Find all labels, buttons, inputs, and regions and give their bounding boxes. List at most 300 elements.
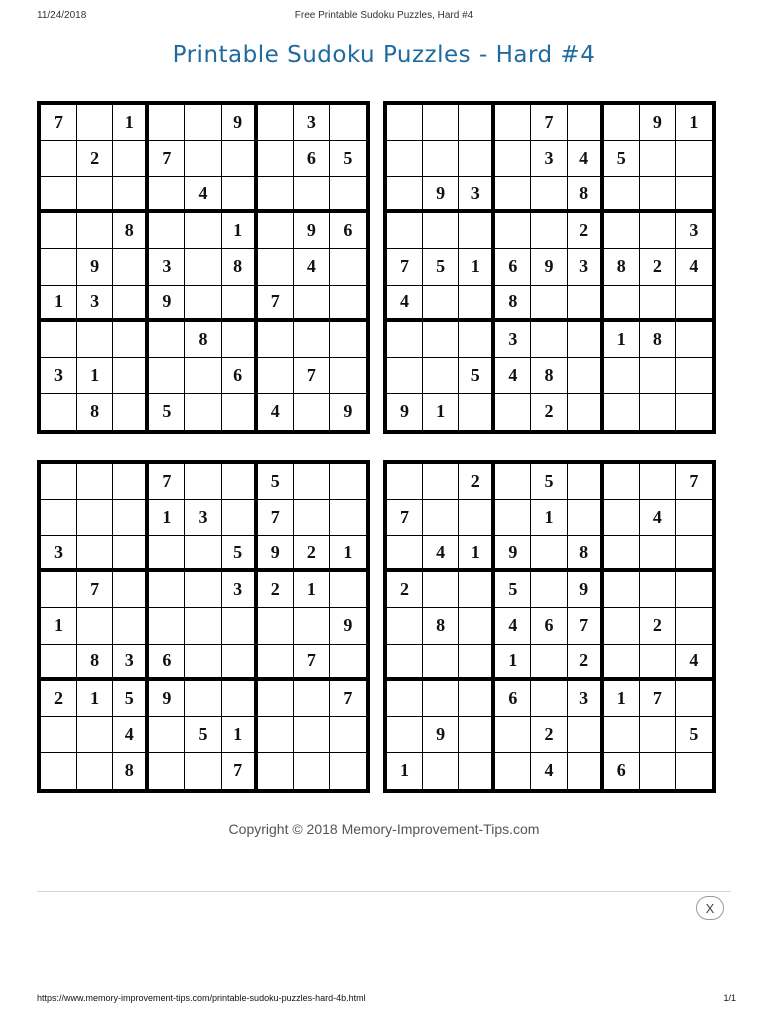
- sudoku-cell: [77, 608, 113, 644]
- sudoku-cell: 1: [531, 500, 567, 536]
- sudoku-cell: 1: [294, 572, 330, 608]
- sudoku-cell: 5: [531, 464, 567, 500]
- sudoku-cell: 9: [294, 213, 330, 249]
- sudoku-cell: 8: [495, 286, 531, 322]
- sudoku-cell: [185, 464, 221, 500]
- sudoku-cell: [294, 717, 330, 753]
- sudoku-cell: [676, 322, 712, 358]
- sudoku-cell: 6: [294, 141, 330, 177]
- sudoku-cell: [495, 177, 531, 213]
- sudoku-cell: 2: [459, 464, 495, 500]
- sudoku-cell: [113, 322, 149, 358]
- sudoku-cell: [113, 177, 149, 213]
- sudoku-cell: 4: [387, 286, 423, 322]
- sudoku-cell: 4: [495, 358, 531, 394]
- sudoku-cell: [294, 394, 330, 430]
- sudoku-cell: 1: [495, 645, 531, 681]
- sudoku-cell: [149, 536, 185, 572]
- sudoku-cell: [640, 177, 676, 213]
- sudoku-cell: [113, 394, 149, 430]
- sudoku-cell: 1: [222, 213, 258, 249]
- sudoku-cell: [459, 681, 495, 717]
- sudoku-cell: 9: [423, 717, 459, 753]
- sudoku-cell: [568, 753, 604, 789]
- sudoku-cell: [676, 141, 712, 177]
- sudoku-cell: [77, 753, 113, 789]
- sudoku-cell: 8: [113, 213, 149, 249]
- sudoku-cell: [222, 608, 258, 644]
- sudoku-cell: 4: [531, 753, 567, 789]
- sudoku-cell: 9: [343, 401, 353, 422]
- sudoku-cell: 1: [459, 249, 495, 285]
- sudoku-cell: 2: [387, 572, 423, 608]
- sudoku-cell: 7: [149, 464, 185, 500]
- sudoku-cell: [676, 572, 712, 608]
- sudoku-cell: [258, 681, 294, 717]
- sudoku-cell: [294, 177, 330, 213]
- sudoku-cell: [258, 753, 294, 789]
- sudoku-cell: [531, 572, 567, 608]
- sudoku-cell: [258, 141, 294, 177]
- sudoku-cell: [640, 717, 676, 753]
- sudoku-cell: [294, 608, 330, 644]
- sudoku-cell: [531, 536, 567, 572]
- sudoku-cell: [77, 536, 113, 572]
- sudoku-cell: [531, 286, 567, 322]
- sudoku-cell: 1: [330, 536, 366, 572]
- sudoku-cell: [41, 394, 77, 430]
- sudoku-cell: [387, 177, 423, 213]
- sudoku-cell: 7: [258, 500, 294, 536]
- sudoku-cell: [294, 500, 330, 536]
- print-document-title: Free Printable Sudoku Puzzles, Hard #4: [294, 10, 474, 21]
- sudoku-cell: [387, 536, 423, 572]
- sudoku-cell: [185, 645, 221, 681]
- sudoku-cell: [222, 645, 258, 681]
- sudoku-cell: 5: [495, 572, 531, 608]
- sudoku-cell: [423, 464, 459, 500]
- sudoku-cell: [640, 753, 676, 789]
- sudoku-cell: [330, 286, 366, 322]
- sudoku-cell: [640, 394, 676, 430]
- sudoku-cell: 3: [149, 249, 185, 285]
- sudoku-cell: 2: [531, 394, 567, 430]
- sudoku-cell: [459, 645, 495, 681]
- sudoku-cell: 7: [294, 645, 330, 681]
- sudoku-cell: 9: [330, 608, 366, 644]
- sudoku-cell: 5: [222, 536, 258, 572]
- sudoku-cell: 9: [531, 249, 567, 285]
- sudoku-cell: [568, 394, 604, 430]
- sudoku-cell: 1: [222, 717, 258, 753]
- sudoku-cell: [604, 213, 640, 249]
- sudoku-cell: 2: [294, 536, 330, 572]
- sudoku-cell: [676, 358, 712, 394]
- sudoku-cell: 4: [495, 608, 531, 644]
- sudoku-cell: 1: [423, 394, 459, 430]
- sudoku-cell: 1: [387, 753, 423, 789]
- sudoku-cell: 7: [41, 105, 77, 141]
- sudoku-cell: 8: [568, 177, 604, 213]
- sudoku-cell: [330, 249, 366, 285]
- sudoku-cell: 2: [568, 213, 604, 249]
- print-date: 11/24/2018: [37, 10, 87, 21]
- sudoku-cell: [676, 681, 712, 717]
- sudoku-cell: [185, 105, 221, 141]
- sudoku-cell: [222, 177, 258, 213]
- sudoku-cell: [604, 717, 640, 753]
- sudoku-cell: 9: [423, 177, 459, 213]
- sudoku-cell: [258, 105, 294, 141]
- sudoku-cell: [149, 105, 185, 141]
- sudoku-cell: [185, 536, 221, 572]
- copyright-notice: Copyright © 2018 Memory-Improvement-Tips.com: [228, 821, 540, 837]
- sudoku-cell: 7: [77, 572, 113, 608]
- sudoku-cell: 9: [495, 536, 531, 572]
- sudoku-cell: 7: [330, 681, 366, 717]
- sudoku-cell: [387, 105, 423, 141]
- sudoku-cell: [149, 717, 185, 753]
- sudoku-cell: [185, 572, 221, 608]
- sudoku-puzzle-1: [37, 101, 370, 434]
- sudoku-cell: [113, 358, 149, 394]
- page-title: Printable Sudoku Puzzles - Hard #4: [172, 42, 596, 68]
- sudoku-cell: [604, 645, 640, 681]
- sudoku-cell: [531, 213, 567, 249]
- sudoku-cell: 5: [676, 717, 712, 753]
- sudoku-cell: 3: [495, 322, 531, 358]
- sudoku-cell: 8: [423, 608, 459, 644]
- sudoku-cell: 8: [568, 536, 604, 572]
- print-footer: [0, 993, 768, 1007]
- sudoku-cell: [258, 177, 294, 213]
- sudoku-cell: [294, 322, 330, 358]
- sudoku-cell: 7: [149, 141, 185, 177]
- page-url: https://www.memory-improvement-tips.com/printable-sudoku-puzzles-hard-4b.html: [37, 993, 366, 1003]
- sudoku-cell: 3: [222, 572, 258, 608]
- sudoku-cell: 7: [222, 753, 258, 789]
- sudoku-cell: [41, 141, 77, 177]
- sudoku-cell: 8: [113, 753, 149, 789]
- sudoku-cell: 2: [640, 608, 676, 644]
- sudoku-cell: [459, 322, 495, 358]
- sudoku-cell: [258, 249, 294, 285]
- sudoku-cell: [222, 322, 258, 358]
- sudoku-cell: [568, 358, 604, 394]
- sudoku-cell: [568, 464, 604, 500]
- sudoku-cell: 1: [41, 608, 77, 644]
- sudoku-cell: [423, 286, 459, 322]
- sudoku-cell: 9: [568, 572, 604, 608]
- sudoku-cell: [222, 141, 258, 177]
- sudoku-cell: 6: [222, 358, 258, 394]
- sudoku-cell: [185, 394, 221, 430]
- sudoku-cell: [604, 358, 640, 394]
- sudoku-cell: 3: [568, 681, 604, 717]
- sudoku-cell: 1: [604, 681, 640, 717]
- sudoku-cell: [387, 464, 423, 500]
- sudoku-cell: [41, 645, 77, 681]
- sudoku-cell: 3: [531, 141, 567, 177]
- sudoku-cell: [640, 141, 676, 177]
- sudoku-cell: 2: [41, 681, 77, 717]
- sudoku-puzzle-2: [383, 101, 716, 434]
- sudoku-cell: 1: [77, 681, 113, 717]
- sudoku-cell: 1: [77, 358, 113, 394]
- sudoku-cell: [387, 358, 423, 394]
- sudoku-cell: [41, 322, 77, 358]
- sudoku-cell: [387, 141, 423, 177]
- sudoku-cell: [113, 141, 149, 177]
- sudoku-cell: [149, 322, 185, 358]
- sudoku-cell: 3: [41, 358, 77, 394]
- sudoku-cell: 5: [149, 394, 185, 430]
- sudoku-cell: [77, 500, 113, 536]
- sudoku-cell: 8: [640, 322, 676, 358]
- sudoku-cell: [113, 572, 149, 608]
- sudoku-cell: [185, 681, 221, 717]
- divider: [37, 891, 731, 892]
- sudoku-cell: [149, 572, 185, 608]
- sudoku-cell: [495, 394, 531, 430]
- sudoku-cell: 8: [531, 358, 567, 394]
- sudoku-cell: 4: [676, 645, 712, 681]
- sudoku-cell: 6: [531, 608, 567, 644]
- sudoku-cell: [41, 572, 77, 608]
- sudoku-cell: [604, 286, 640, 322]
- sudoku-cell: [77, 717, 113, 753]
- sudoku-cell: [604, 536, 640, 572]
- sudoku-cell: 8: [222, 249, 258, 285]
- sudoku-cell: 1: [459, 536, 495, 572]
- sudoku-cell: [495, 213, 531, 249]
- sudoku-cell: 2: [640, 249, 676, 285]
- sudoku-cell: [185, 286, 221, 322]
- sudoku-cell: 1: [41, 286, 77, 322]
- sudoku-cell: 3: [185, 500, 221, 536]
- sudoku-cell: [185, 249, 221, 285]
- sudoku-cell: [41, 464, 77, 500]
- sudoku-cell: 7: [294, 358, 330, 394]
- page-count: 1/1: [723, 993, 736, 1003]
- sudoku-cell: 3: [41, 536, 77, 572]
- sudoku-cell: [459, 500, 495, 536]
- sudoku-cell: 9: [387, 394, 423, 430]
- sudoku-cell: [568, 286, 604, 322]
- sudoku-cell: [568, 500, 604, 536]
- sudoku-cell: [640, 464, 676, 500]
- sudoku-cell: [676, 286, 712, 322]
- sudoku-cell: [423, 105, 459, 141]
- sudoku-cell: [423, 645, 459, 681]
- sudoku-cell: [113, 608, 149, 644]
- sudoku-cell: [185, 213, 221, 249]
- sudoku-cell: [258, 358, 294, 394]
- sudoku-cell: [41, 500, 77, 536]
- sudoku-cell: 6: [495, 681, 531, 717]
- sudoku-cell: [423, 681, 459, 717]
- sudoku-cell: [330, 464, 366, 500]
- sudoku-cell: [387, 322, 423, 358]
- sudoku-cell: 4: [568, 141, 604, 177]
- sudoku-cell: [676, 753, 712, 789]
- sudoku-cell: [531, 177, 567, 213]
- sudoku-cell: [258, 213, 294, 249]
- sudoku-cell: 1: [604, 322, 640, 358]
- sudoku-cell: [640, 645, 676, 681]
- sudoku-cell: [387, 608, 423, 644]
- sudoku-cell: [568, 322, 604, 358]
- sudoku-cell: [185, 608, 221, 644]
- sudoku-cell: 1: [113, 105, 149, 141]
- sudoku-cell: [640, 286, 676, 322]
- sudoku-cell: [258, 608, 294, 644]
- sudoku-cell: [531, 645, 567, 681]
- sudoku-cell: 4: [640, 500, 676, 536]
- sudoku-cell: [113, 500, 149, 536]
- sudoku-cell: 9: [149, 681, 185, 717]
- sudoku-cell: [294, 753, 330, 789]
- sudoku-cell: [495, 500, 531, 536]
- close-button[interactable]: X: [696, 896, 724, 920]
- sudoku-cell: 9: [77, 249, 113, 285]
- sudoku-cell: [459, 394, 495, 430]
- sudoku-cell: [149, 177, 185, 213]
- sudoku-cell: [222, 394, 258, 430]
- sudoku-cell: 7: [676, 464, 712, 500]
- sudoku-cell: 3: [676, 213, 712, 249]
- sudoku-cell: 7: [640, 681, 676, 717]
- sudoku-cell: 8: [77, 394, 113, 430]
- sudoku-cell: [495, 105, 531, 141]
- sudoku-cell: [640, 358, 676, 394]
- sudoku-cell: [222, 286, 258, 322]
- sudoku-cell: [77, 322, 113, 358]
- sudoku-cell: 9: [640, 105, 676, 141]
- sudoku-cell: [387, 717, 423, 753]
- sudoku-cell: [459, 213, 495, 249]
- sudoku-cell: [330, 753, 366, 789]
- sudoku-cell: 8: [77, 645, 113, 681]
- sudoku-cell: [149, 608, 185, 644]
- sudoku-cell: [113, 286, 149, 322]
- sudoku-cell: 3: [77, 286, 113, 322]
- sudoku-cell: [423, 753, 459, 789]
- sudoku-cell: [330, 358, 366, 394]
- sudoku-cell: 4: [423, 536, 459, 572]
- sudoku-cell: [149, 358, 185, 394]
- sudoku-cell: [676, 536, 712, 572]
- sudoku-cell: [604, 105, 640, 141]
- sudoku-cell: [676, 177, 712, 213]
- sudoku-cell: [222, 464, 258, 500]
- sudoku-cell: [113, 536, 149, 572]
- sudoku-cell: 4: [113, 717, 149, 753]
- sudoku-puzzle-3: [37, 460, 370, 793]
- sudoku-cell: [604, 464, 640, 500]
- sudoku-cell: [77, 213, 113, 249]
- sudoku-cell: [495, 753, 531, 789]
- sudoku-cell: [640, 572, 676, 608]
- sudoku-cell: 6: [149, 645, 185, 681]
- sudoku-cell: 3: [294, 105, 330, 141]
- sudoku-cell: [41, 717, 77, 753]
- sudoku-cell: [294, 464, 330, 500]
- sudoku-cell: [459, 608, 495, 644]
- sudoku-cell: [113, 464, 149, 500]
- sudoku-cell: [459, 105, 495, 141]
- sudoku-cell: 2: [531, 717, 567, 753]
- sudoku-cell: [423, 358, 459, 394]
- sudoku-cell: [113, 249, 149, 285]
- sudoku-cell: [676, 608, 712, 644]
- sudoku-cell: [258, 322, 294, 358]
- sudoku-cell: 6: [495, 249, 531, 285]
- sudoku-cell: [604, 394, 640, 430]
- sudoku-cell: [423, 500, 459, 536]
- sudoku-cell: 5: [330, 141, 366, 177]
- sudoku-cell: [640, 536, 676, 572]
- sudoku-cell: [459, 141, 495, 177]
- print-header: [0, 10, 768, 24]
- sudoku-cell: 7: [568, 608, 604, 644]
- sudoku-cell: 4: [676, 249, 712, 285]
- sudoku-cell: [330, 645, 366, 681]
- sudoku-cell: [495, 717, 531, 753]
- sudoku-cell: [676, 500, 712, 536]
- sudoku-cell: [41, 249, 77, 285]
- sudoku-cell: [258, 645, 294, 681]
- sudoku-cell: [423, 322, 459, 358]
- sudoku-cell: [423, 213, 459, 249]
- sudoku-cell: [531, 322, 567, 358]
- sudoku-cell: 5: [604, 141, 640, 177]
- sudoku-cell: [459, 286, 495, 322]
- sudoku-cell: [495, 464, 531, 500]
- sudoku-cell: [387, 681, 423, 717]
- sudoku-cell: [77, 177, 113, 213]
- sudoku-cell: [41, 177, 77, 213]
- sudoku-cell: [222, 500, 258, 536]
- sudoku-cell: 5: [423, 249, 459, 285]
- sudoku-cell: 8: [185, 322, 221, 358]
- sudoku-cell: 7: [258, 286, 294, 322]
- sudoku-cell: [330, 105, 366, 141]
- sudoku-cell: [41, 753, 77, 789]
- sudoku-cell: 4: [185, 177, 221, 213]
- sudoku-cell: [149, 213, 185, 249]
- sudoku-cell: 9: [149, 286, 185, 322]
- sudoku-cell: [568, 717, 604, 753]
- sudoku-cell: [676, 394, 712, 430]
- sudoku-cell: 7: [387, 500, 423, 536]
- sudoku-cell: [459, 753, 495, 789]
- sudoku-cell: 3: [459, 177, 495, 213]
- sudoku-cell: 3: [113, 645, 149, 681]
- sudoku-cell: 7: [387, 249, 423, 285]
- sudoku-cell: [330, 717, 366, 753]
- sudoku-cell: [294, 681, 330, 717]
- sudoku-cell: [640, 213, 676, 249]
- sudoku-cell: 7: [531, 105, 567, 141]
- sudoku-cell: 5: [185, 717, 221, 753]
- sudoku-puzzle-4: [383, 460, 716, 793]
- sudoku-cell: 1: [676, 105, 712, 141]
- sudoku-cell: 2: [568, 645, 604, 681]
- sudoku-cell: [531, 681, 567, 717]
- sudoku-cell: [387, 213, 423, 249]
- sudoku-cell: [330, 572, 366, 608]
